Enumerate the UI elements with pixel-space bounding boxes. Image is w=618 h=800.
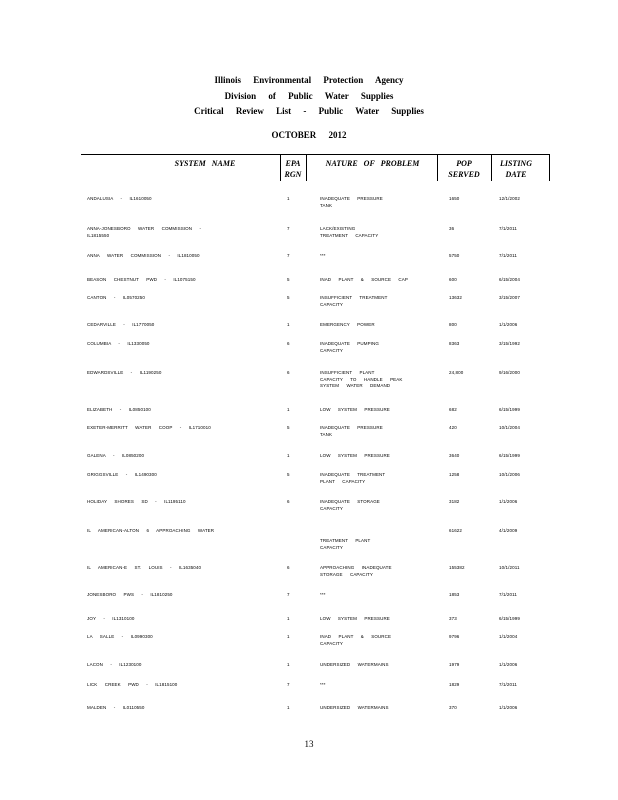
nature-of-problem-cell: ***: [320, 253, 326, 258]
epa-region-cell: 7: [287, 226, 290, 231]
nature-of-problem-cell: UNDERSIZED WATERMAINS: [320, 705, 389, 710]
epa-region-cell: 5: [287, 472, 290, 477]
col-divider: [280, 154, 281, 181]
epa-region-cell: 5: [287, 277, 290, 282]
system-name-cell: IL AMERICAN-ALTON 6 APPROACHING WATER: [87, 528, 215, 533]
population-served-cell: 1650: [449, 196, 460, 201]
population-served-cell: 600: [449, 277, 457, 282]
population-served-cell: 5750: [449, 253, 460, 258]
system-name-cell: EDWARDSVILLE - IL1190250: [87, 370, 162, 375]
population-served-cell: 1979: [449, 662, 460, 667]
listing-date-cell: 1/1/2006: [499, 322, 518, 327]
listing-date-cell: 6/15/2004: [499, 277, 520, 282]
system-name-cell: ANNA-JONESBORO WATER COMMISSION - IL1815550: [87, 226, 202, 238]
listing-date-cell: 3/15/2007: [499, 295, 520, 300]
listing-date-cell: 7/1/2011: [499, 682, 517, 687]
system-name-cell: CANTON - IL0570250: [87, 295, 145, 300]
col-system-header: SYSTEM NAME: [174, 159, 236, 168]
system-name-cell: MALDEN - IL0110550: [87, 705, 145, 710]
col-divider: [437, 154, 438, 181]
list-title: Critical Review List - Public Water Supplies: [194, 106, 424, 116]
system-name-cell: CEDARVILLE - IL1770050: [87, 322, 155, 327]
nature-of-problem-cell: INADEQUATE TREATMENT PLANT CAPACITY: [320, 472, 386, 484]
epa-region-cell: 7: [287, 253, 290, 258]
population-served-cell: 13632: [449, 295, 463, 300]
system-name-cell: GRIGGSVILLE - IL1490300: [87, 472, 157, 477]
listing-date-cell: 9/16/2000: [499, 370, 520, 375]
nature-of-problem-cell: APPROACHING INADEQUATE STORAGE CAPACITY: [320, 565, 392, 577]
nature-of-problem-cell: INADEQUATE STORAGE CAPACITY: [320, 499, 380, 511]
nature-of-problem-cell: UNDERSIZED WATERMAINS: [320, 662, 389, 667]
system-name-cell: ANDALUSIA - IL1610050: [87, 196, 152, 201]
listing-date-cell: 1/1/2006: [499, 705, 518, 710]
population-served-cell: 8363: [449, 341, 460, 346]
epa-region-cell: 6: [287, 565, 290, 570]
epa-region-cell: 6: [287, 499, 290, 504]
system-name-cell: LACON - IL1230100: [87, 662, 142, 667]
nature-of-problem-cell: TREATMENT PLANT CAPACITY: [320, 538, 371, 550]
nature-of-problem-cell: INSUFFICIENT TREATMENT CAPACITY: [320, 295, 388, 307]
epa-region-cell: 1: [287, 453, 290, 458]
epa-region-cell: 1: [287, 662, 290, 667]
listing-date-cell: 3/15/1992: [499, 341, 520, 346]
epa-region-cell: 7: [287, 592, 290, 597]
system-name-cell: GALENA - IL0850200: [87, 453, 145, 458]
system-name-cell: BEASON CHESTNUT PWD - IL1075150: [87, 277, 196, 282]
nature-of-problem-cell: INAD PLANT & SOURCE CAP: [320, 277, 408, 282]
population-served-cell: 9796: [449, 634, 460, 639]
listing-date-cell: 1/1/2006: [499, 499, 518, 504]
col-served-label: SERVED: [448, 170, 480, 179]
col-listing-label: LISTING: [499, 159, 532, 168]
population-served-cell: 1853: [449, 592, 460, 597]
listing-date-cell: 6/15/1999: [499, 453, 520, 458]
nature-of-problem-cell: LOW SYSTEM PRESSURE: [320, 453, 390, 458]
population-served-cell: 420: [449, 425, 457, 430]
listing-date-cell: 10/1/2004: [499, 425, 520, 430]
epa-region-cell: 1: [287, 705, 290, 710]
nature-of-problem-cell: EMERGENCY POWER: [320, 322, 375, 327]
listing-date-cell: 1/1/2006: [499, 662, 518, 667]
system-name-cell: EXETER-MERRITT WATER COOP - IL1710010: [87, 425, 211, 430]
system-name-cell: IL AMERICAN-E ST. LOUIS - IL1635040: [87, 565, 202, 570]
epa-region-cell: 5: [287, 295, 290, 300]
listing-date-cell: 7/1/2011: [499, 592, 517, 597]
system-name-cell: LICK CREEK PWD - IL1815100: [87, 682, 178, 687]
division-title: Division of Public Water Supplies: [224, 91, 394, 101]
listing-date-cell: 10/1/2006: [499, 472, 520, 477]
listing-date-cell: 7/1/2011: [499, 253, 517, 258]
page-number: 13: [304, 739, 314, 749]
listing-date-cell: 6/15/1999: [499, 407, 520, 412]
col-nature-header: NATURE OF PROBLEM: [325, 159, 420, 168]
epa-region-cell: 1: [287, 634, 290, 639]
epa-region-cell: 1: [287, 616, 290, 621]
population-served-cell: 24,800: [449, 370, 464, 375]
col-pop-header: [440, 158, 488, 180]
population-served-cell: 36: [449, 226, 455, 231]
col-epa-header: [282, 158, 304, 180]
listing-date-cell: 7/1/2011: [499, 226, 517, 231]
population-served-cell: 373: [449, 616, 457, 621]
agency-title: Illinois Environmental Protection Agency: [214, 75, 404, 85]
system-name-cell: JOY - IL1310100: [87, 616, 135, 621]
col-date-label: DATE: [505, 170, 527, 179]
system-name-cell: COLUMBIA - IL1330050: [87, 341, 150, 346]
nature-of-problem-cell: LACK/EXISTING TREATMENT CAPACITY: [320, 226, 379, 238]
header-rule: [81, 154, 550, 155]
nature-of-problem-cell: INSUFFICIENT PLANT CAPACITY TO HANDLE PEAK SYSTEM WATER DEMAND: [320, 370, 403, 388]
nature-of-problem-cell: ***: [320, 682, 326, 687]
col-listing-header: [492, 158, 540, 180]
nature-of-problem-cell: LOW SYSTEM PRESSURE: [320, 616, 390, 621]
population-served-cell: 1829: [449, 682, 460, 687]
population-served-cell: 1258: [449, 472, 460, 477]
epa-region-cell: 7: [287, 682, 290, 687]
epa-region-cell: 1: [287, 407, 290, 412]
listing-date-cell: 4/1/2009: [499, 528, 518, 533]
listing-date-cell: 1/1/2004: [499, 634, 518, 639]
nature-of-problem-cell: INADEQUATE PRESSURE TANK: [320, 425, 383, 437]
system-name-cell: ELIZABETH - IL0850100: [87, 407, 151, 412]
population-served-cell: 61622: [449, 528, 463, 533]
listing-date-cell: 12/1/2002: [499, 196, 520, 201]
nature-of-problem-cell: INADEQUATE PUMPING CAPACITY: [320, 341, 379, 353]
col-divider: [549, 154, 550, 181]
system-name-cell: LA SALLE - IL0990300: [87, 634, 153, 639]
listing-date-cell: 10/1/2011: [499, 565, 520, 570]
population-served-cell: 682: [449, 407, 457, 412]
epa-region-cell: 1: [287, 196, 290, 201]
nature-of-problem-cell: INAD PLANT & SOURCE CAPACITY: [320, 634, 392, 646]
nature-of-problem-cell: ***: [320, 592, 326, 597]
nature-of-problem-cell: INADEQUATE PRESSURE TANK: [320, 196, 383, 208]
epa-region-cell: 5: [287, 425, 290, 430]
system-name-cell: HOLIDAY SHORES SD - IL1195110: [87, 499, 186, 504]
report-date: OCTOBER 2012: [271, 130, 347, 140]
col-epa-label: EPA: [285, 159, 301, 168]
listing-date-cell: 6/15/1999: [499, 616, 520, 621]
system-name-cell: JONESBORO PWS - IL1810250: [87, 592, 173, 597]
col-rgn-label: RGN: [284, 170, 302, 179]
population-served-cell: 800: [449, 322, 457, 327]
population-served-cell: 3182: [449, 499, 460, 504]
system-name-cell: ANNA WATER COMMISSION - IL1810050: [87, 253, 200, 258]
population-served-cell: 370: [449, 705, 457, 710]
epa-region-cell: 6: [287, 370, 290, 375]
epa-region-cell: 6: [287, 341, 290, 346]
col-divider: [306, 154, 307, 181]
epa-region-cell: 1: [287, 322, 290, 327]
population-served-cell: 3640: [449, 453, 460, 458]
col-pop-label: POP: [456, 159, 472, 168]
population-served-cell: 155382: [449, 565, 465, 570]
nature-of-problem-cell: LOW SYSTEM PRESSURE: [320, 407, 390, 412]
